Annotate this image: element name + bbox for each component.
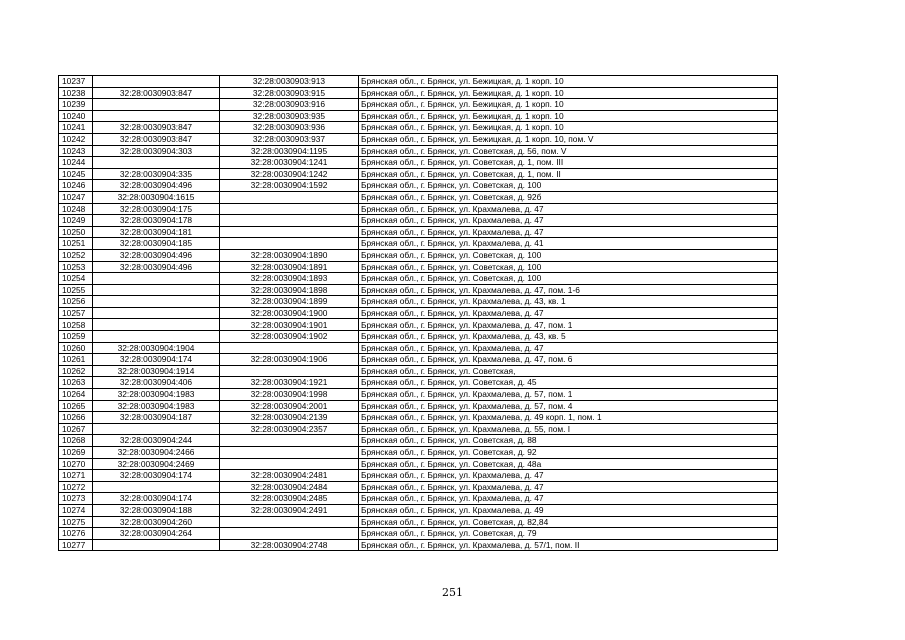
table-row [59,389,778,401]
cadastral-number-cell: 32:28:0030904:2748 [220,539,359,551]
address-cell: Брянская обл., г. Брянск, ул. Советская, д. 79 [359,528,778,540]
parent-cadastral-number-cell: 32:28:0030904:2469 [93,458,220,470]
row-number-cell: 10263 [59,377,93,389]
parent-cadastral-number-cell [93,157,220,169]
parent-cadastral-number-cell: 32:28:0030904:2466 [93,447,220,459]
address-cell: Брянская обл., г. Брянск, ул. Бежицкая, д. 1 корп. 10, пом. V [359,133,778,145]
table-row [59,168,778,180]
cadastral-number-cell: 32:28:0030904:2481 [220,470,359,482]
parent-cadastral-number-cell: 32:28:0030904:496 [93,261,220,273]
address-cell: Брянская обл., г. Брянск, ул. Советская, д. 100 [359,249,778,261]
cadastral-number-cell: 32:28:0030904:1891 [220,261,359,273]
table-row [59,365,778,377]
table-row [59,145,778,157]
address-cell: Брянская обл., г. Брянск, ул. Крахмалева, д. 47 [359,226,778,238]
registry-table [58,75,778,551]
parent-cadastral-number-cell: 32:28:0030904:496 [93,180,220,192]
address-cell: Брянская обл., г. Брянск, ул. Советская, д. 92б [359,191,778,203]
address-cell: Брянская обл., г. Брянск, ул. Крахмалева, д. 47 [359,342,778,354]
address-cell: Брянская обл., г. Брянск, ул. Советская, д. 82,84 [359,516,778,528]
cadastral-number-cell: 32:28:0030904:1898 [220,284,359,296]
row-number-cell: 10258 [59,319,93,331]
parent-cadastral-number-cell: 32:28:0030904:174 [93,493,220,505]
row-number-cell: 10257 [59,307,93,319]
row-number-cell: 10246 [59,180,93,192]
address-cell: Брянская обл., г. Брянск, ул. Советская, д. 56, пом. V [359,145,778,157]
table-row [59,470,778,482]
parent-cadastral-number-cell: 32:28:0030903:847 [93,122,220,134]
cadastral-number-cell: 32:28:0030903:913 [220,76,359,88]
parent-cadastral-number-cell [93,99,220,111]
row-number-cell: 10244 [59,157,93,169]
parent-cadastral-number-cell [93,331,220,343]
row-number-cell: 10272 [59,481,93,493]
row-number-cell: 10243 [59,145,93,157]
address-cell: Брянская обл., г. Брянск, ул. Советская, д. 100 [359,261,778,273]
row-number-cell: 10242 [59,133,93,145]
row-number-cell: 10276 [59,528,93,540]
row-number-cell: 10270 [59,458,93,470]
row-number-cell: 10259 [59,331,93,343]
cadastral-number-cell [220,365,359,377]
table-row [59,528,778,540]
parent-cadastral-number-cell [93,539,220,551]
address-cell: Брянская обл., г. Брянск, ул. Бежицкая, д. 1 корп. 10 [359,99,778,111]
row-number-cell: 10241 [59,122,93,134]
cadastral-number-cell [220,528,359,540]
registry-table-body [59,76,778,551]
parent-cadastral-number-cell: 32:28:0030904:1983 [93,400,220,412]
row-number-cell: 10252 [59,249,93,261]
row-number-cell: 10247 [59,191,93,203]
row-number-cell: 10261 [59,354,93,366]
table-row [59,122,778,134]
page-number: 251 [442,586,463,599]
table-row [59,342,778,354]
row-number-cell: 10273 [59,493,93,505]
row-number-cell: 10256 [59,296,93,308]
cadastral-number-cell [220,191,359,203]
row-number-cell: 10240 [59,110,93,122]
table-row [59,76,778,88]
cadastral-number-cell [220,447,359,459]
cadastral-number-cell: 32:28:0030904:2139 [220,412,359,424]
table-row [59,412,778,424]
parent-cadastral-number-cell: 32:28:0030904:496 [93,249,220,261]
table-row [59,493,778,505]
parent-cadastral-number-cell: 32:28:0030904:181 [93,226,220,238]
row-number-cell: 10255 [59,284,93,296]
row-number-cell: 10245 [59,168,93,180]
address-cell: Брянская обл., г. Брянск, ул. Советская, д. 45 [359,377,778,389]
table-row [59,249,778,261]
cadastral-number-cell: 32:28:0030903:936 [220,122,359,134]
row-number-cell: 10251 [59,238,93,250]
parent-cadastral-number-cell: 32:28:0030903:847 [93,133,220,145]
row-number-cell: 10265 [59,400,93,412]
row-number-cell: 10248 [59,203,93,215]
cadastral-number-cell: 32:28:0030903:915 [220,87,359,99]
parent-cadastral-number-cell: 32:28:0030903:847 [93,87,220,99]
row-number-cell: 10275 [59,516,93,528]
parent-cadastral-number-cell: 32:28:0030904:264 [93,528,220,540]
parent-cadastral-number-cell [93,76,220,88]
row-number-cell: 10267 [59,423,93,435]
address-cell: Брянская обл., г. Брянск, ул. Советская, д. 92 [359,447,778,459]
row-number-cell: 10237 [59,76,93,88]
table-row [59,307,778,319]
cadastral-number-cell: 32:28:0030903:937 [220,133,359,145]
parent-cadastral-number-cell: 32:28:0030904:303 [93,145,220,157]
cadastral-number-cell [220,203,359,215]
address-cell: Брянская обл., г. Брянск, ул. Крахмалева, д. 47 [359,481,778,493]
table-row [59,87,778,99]
parent-cadastral-number-cell: 32:28:0030904:260 [93,516,220,528]
cadastral-number-cell: 32:28:0030903:935 [220,110,359,122]
table-row [59,238,778,250]
cadastral-number-cell: 32:28:0030904:1921 [220,377,359,389]
cadastral-number-cell [220,342,359,354]
address-cell: Брянская обл., г. Брянск, ул. Крахмалева, д. 47, пом. 1-6 [359,284,778,296]
table-row [59,273,778,285]
row-number-cell: 10264 [59,389,93,401]
address-cell: Брянская обл., г. Брянск, ул. Крахмалева, д. 47 [359,203,778,215]
row-number-cell: 10274 [59,504,93,516]
address-cell: Брянская обл., г. Брянск, ул. Крахмалева, д. 49 [359,504,778,516]
cadastral-number-cell: 32:28:0030904:1906 [220,354,359,366]
table-row [59,180,778,192]
address-cell: Брянская обл., г. Брянск, ул. Крахмалева, д. 43, кв. 5 [359,331,778,343]
parent-cadastral-number-cell: 32:28:0030904:1904 [93,342,220,354]
row-number-cell: 10254 [59,273,93,285]
table-row [59,435,778,447]
address-cell: Брянская обл., г. Брянск, ул. Бежицкая, д. 1 корп. 10 [359,76,778,88]
table-row [59,481,778,493]
cadastral-number-cell: 32:28:0030904:2491 [220,504,359,516]
table-row [59,284,778,296]
table-row [59,447,778,459]
cadastral-number-cell [220,435,359,447]
cadastral-number-cell [220,238,359,250]
row-number-cell: 10269 [59,447,93,459]
parent-cadastral-number-cell: 32:28:0030904:188 [93,504,220,516]
row-number-cell: 10253 [59,261,93,273]
table-row [59,516,778,528]
parent-cadastral-number-cell: 32:28:0030904:185 [93,238,220,250]
row-number-cell: 10239 [59,99,93,111]
cadastral-number-cell: 32:28:0030903:916 [220,99,359,111]
address-cell: Брянская обл., г. Брянск, ул. Бежицкая, д. 1 корп. 10 [359,87,778,99]
address-cell: Брянская обл., г. Брянск, ул. Крахмалева, д. 47, пом. 6 [359,354,778,366]
address-cell: Брянская обл., г. Брянск, ул. Крахмалева, д. 49 корп. 1, пом. 1 [359,412,778,424]
cadastral-number-cell: 32:28:0030904:1195 [220,145,359,157]
parent-cadastral-number-cell: 32:28:0030904:335 [93,168,220,180]
parent-cadastral-number-cell: 32:28:0030904:1914 [93,365,220,377]
row-number-cell: 10249 [59,215,93,227]
address-cell: Брянская обл., г. Брянск, ул. Советская, д. 100 [359,273,778,285]
table-row [59,191,778,203]
parent-cadastral-number-cell: 32:28:0030904:174 [93,354,220,366]
address-cell: Брянская обл., г. Брянск, ул. Бежицкая, д. 1 корп. 10 [359,122,778,134]
cadastral-number-cell: 32:28:0030904:1893 [220,273,359,285]
row-number-cell: 10268 [59,435,93,447]
cadastral-number-cell: 32:28:0030904:1899 [220,296,359,308]
parent-cadastral-number-cell [93,110,220,122]
parent-cadastral-number-cell: 32:28:0030904:244 [93,435,220,447]
table-row [59,331,778,343]
table-row [59,215,778,227]
parent-cadastral-number-cell: 32:28:0030904:1615 [93,191,220,203]
parent-cadastral-number-cell: 32:28:0030904:1983 [93,389,220,401]
table-row [59,377,778,389]
parent-cadastral-number-cell: 32:28:0030904:175 [93,203,220,215]
address-cell: Брянская обл., г. Брянск, ул. Советская, д. 100 [359,180,778,192]
address-cell: Брянская обл., г. Брянск, ул. Советская, д. 1, пом. II [359,168,778,180]
table-row [59,458,778,470]
cadastral-number-cell [220,458,359,470]
address-cell: Брянская обл., г. Брянск, ул. Крахмалева, д. 43, кв. 1 [359,296,778,308]
parent-cadastral-number-cell [93,423,220,435]
address-cell: Брянская обл., г. Брянск, ул. Крахмалева, д. 47 [359,215,778,227]
row-number-cell: 10271 [59,470,93,482]
address-cell: Брянская обл., г. Брянск, ул. Крахмалева, д. 47 [359,493,778,505]
table-row [59,133,778,145]
table-row [59,99,778,111]
cadastral-number-cell: 32:28:0030904:1900 [220,307,359,319]
row-number-cell: 10260 [59,342,93,354]
parent-cadastral-number-cell [93,296,220,308]
cadastral-number-cell: 32:28:0030904:1241 [220,157,359,169]
address-cell: Брянская обл., г. Брянск, ул. Крахмалева, д. 47, пом. 1 [359,319,778,331]
address-cell: Брянская обл., г. Брянск, ул. Крахмалева, д. 47 [359,307,778,319]
address-cell: Брянская обл., г. Брянск, ул. Крахмалева, д. 55, пом. I [359,423,778,435]
table-row [59,296,778,308]
parent-cadastral-number-cell: 32:28:0030904:406 [93,377,220,389]
cadastral-number-cell [220,516,359,528]
table-row [59,354,778,366]
address-cell: Брянская обл., г. Брянск, ул. Крахмалева, д. 57, пом. 4 [359,400,778,412]
cadastral-number-cell [220,215,359,227]
row-number-cell: 10250 [59,226,93,238]
address-cell: Брянская обл., г. Брянск, ул. Крахмалева, д. 47 [359,470,778,482]
address-cell: Брянская обл., г. Брянск, ул. Крахмалева, д. 41 [359,238,778,250]
cadastral-number-cell: 32:28:0030904:2485 [220,493,359,505]
address-cell: Брянская обл., г. Брянск, ул. Крахмалева, д. 57/1, пом. II [359,539,778,551]
cadastral-number-cell: 32:28:0030904:1242 [220,168,359,180]
parent-cadastral-number-cell: 32:28:0030904:178 [93,215,220,227]
cadastral-number-cell: 32:28:0030904:2001 [220,400,359,412]
row-number-cell: 10277 [59,539,93,551]
cadastral-number-cell: 32:28:0030904:1890 [220,249,359,261]
parent-cadastral-number-cell [93,481,220,493]
row-number-cell: 10262 [59,365,93,377]
cadastral-number-cell: 32:28:0030904:1901 [220,319,359,331]
table-row [59,400,778,412]
address-cell: Брянская обл., г. Брянск, ул. Советская, [359,365,778,377]
table-row [59,504,778,516]
table-row [59,319,778,331]
cadastral-number-cell: 32:28:0030904:2484 [220,481,359,493]
parent-cadastral-number-cell [93,307,220,319]
table-row [59,539,778,551]
row-number-cell: 10238 [59,87,93,99]
cadastral-number-cell: 32:28:0030904:2357 [220,423,359,435]
cadastral-number-cell: 32:28:0030904:1902 [220,331,359,343]
cadastral-number-cell [220,226,359,238]
parent-cadastral-number-cell [93,319,220,331]
address-cell: Брянская обл., г. Брянск, ул. Крахмалева, д. 57, пом. 1 [359,389,778,401]
table-row [59,157,778,169]
parent-cadastral-number-cell [93,273,220,285]
address-cell: Брянская обл., г. Брянск, ул. Советская, д. 1, пом. III [359,157,778,169]
table-row [59,110,778,122]
table-row [59,226,778,238]
address-cell: Брянская обл., г. Брянск, ул. Советская, д. 48а [359,458,778,470]
row-number-cell: 10266 [59,412,93,424]
parent-cadastral-number-cell [93,284,220,296]
parent-cadastral-number-cell: 32:28:0030904:187 [93,412,220,424]
table-row [59,423,778,435]
address-cell: Брянская обл., г. Брянск, ул. Советская, д. 88 [359,435,778,447]
table-row [59,203,778,215]
parent-cadastral-number-cell: 32:28:0030904:174 [93,470,220,482]
cadastral-number-cell: 32:28:0030904:1998 [220,389,359,401]
address-cell: Брянская обл., г. Брянск, ул. Бежицкая, д. 1 корп. 10 [359,110,778,122]
cadastral-number-cell: 32:28:0030904:1592 [220,180,359,192]
table-row [59,261,778,273]
